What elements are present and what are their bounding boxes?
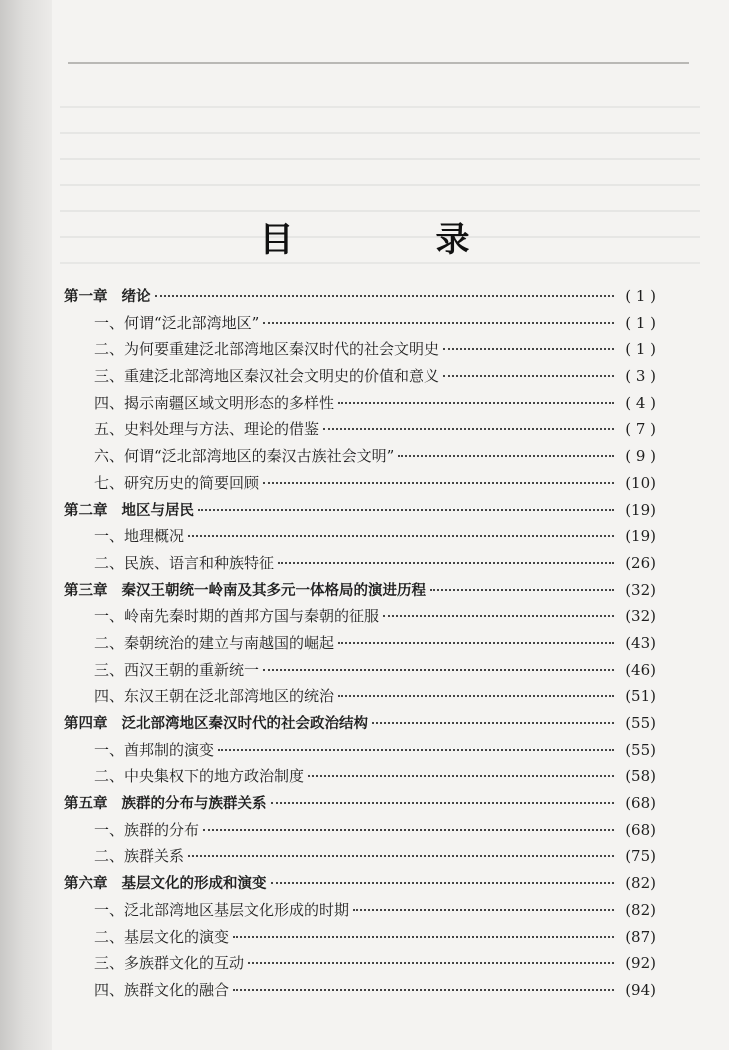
chapter-number: 第四章	[64, 716, 108, 732]
chapter-number: 第三章	[64, 582, 108, 599]
page-number: (51)	[625, 687, 656, 706]
page-number: (55)	[625, 740, 656, 759]
dot-leader	[383, 614, 614, 617]
toc-section-row	[64, 310, 656, 337]
chapter-title: 地区与居民	[121, 502, 194, 519]
dot-leader	[338, 401, 614, 404]
toc-chapter-row	[64, 870, 656, 897]
dot-leader	[443, 374, 614, 377]
page-number: (82)	[625, 874, 656, 893]
dot-leader	[155, 294, 615, 297]
page-number: ( 1 )	[625, 340, 656, 359]
dot-leader	[338, 641, 614, 644]
page-number: (32)	[625, 580, 656, 599]
toc-section-row	[64, 817, 656, 844]
section-title: 四、族群文化的融合	[94, 980, 230, 999]
toc-section-row	[64, 363, 656, 390]
section-title: 二、基层文化的演变	[94, 927, 230, 946]
dot-leader	[278, 561, 614, 564]
toc-section-row	[64, 737, 656, 764]
page-number: ( 3 )	[625, 367, 656, 386]
dot-leader	[398, 454, 614, 457]
page-number: (82)	[625, 900, 656, 919]
section-title: 二、族群关系	[94, 847, 185, 866]
dot-leader	[263, 321, 614, 324]
toc-section-row	[64, 683, 656, 710]
dot-leader	[233, 935, 614, 938]
page-number: ( 1 )	[625, 313, 656, 332]
dot-leader	[338, 694, 614, 697]
page-number: (19)	[625, 527, 656, 546]
dot-leader	[198, 508, 614, 511]
toc-chapter-row	[64, 577, 656, 604]
dot-leader	[233, 988, 614, 991]
page-number: (19)	[625, 500, 656, 519]
section-title: 二、为何要重建泛北部湾地区秦汉时代的社会文明史	[94, 340, 440, 359]
bleed-through	[60, 82, 700, 302]
toc-section-row	[64, 550, 656, 577]
page-number: (68)	[625, 794, 656, 813]
toc-section-row	[64, 977, 656, 1004]
dot-leader	[218, 748, 614, 751]
dot-leader	[263, 481, 614, 484]
page-number: (94)	[625, 980, 656, 999]
toc-section-row	[64, 924, 656, 951]
chapter-number: 第一章	[64, 289, 108, 305]
section-title: 三、重建泛北部湾地区秦汉社会文明史的价值和意义	[94, 367, 440, 386]
toc-section-row	[64, 843, 656, 870]
section-title: 七、研究历史的简要回顾	[94, 473, 260, 492]
dot-leader	[188, 534, 614, 537]
dot-leader	[323, 427, 614, 430]
dot-leader	[271, 881, 615, 884]
book-spine-shadow	[0, 0, 52, 1050]
chapter-number: 第二章	[64, 502, 108, 519]
page-number: (92)	[625, 954, 656, 973]
toc-section-row	[64, 950, 656, 977]
page-number: ( 7 )	[625, 420, 656, 439]
toc-section-row	[64, 763, 656, 790]
page-number: (43)	[625, 633, 656, 652]
dot-leader	[263, 668, 614, 671]
toc-chapter-row	[64, 283, 656, 310]
section-title: 四、东汉王朝在泛北部湾地区的统治	[94, 687, 335, 706]
section-title: 一、族群的分布	[94, 820, 200, 839]
dot-leader	[248, 961, 614, 964]
page-number: (75)	[625, 847, 656, 866]
section-title: 二、秦朝统治的建立与南越国的崛起	[94, 633, 335, 652]
dot-leader	[430, 588, 614, 591]
section-title: 三、多族群文化的互动	[94, 954, 245, 973]
toc-section-row	[64, 390, 656, 417]
section-title: 一、何谓“泛北部湾地区”	[94, 313, 260, 332]
section-title: 四、揭示南疆区域文明形态的多样性	[94, 393, 335, 412]
toc-chapter-row	[64, 497, 656, 524]
page-number: ( 4 )	[625, 393, 656, 412]
page-number: (46)	[625, 660, 656, 679]
chapter-title: 秦汉王朝统一岭南及其多元一体格局的演进历程	[121, 582, 426, 599]
section-title: 一、地理概况	[94, 527, 185, 546]
toc-section-row	[64, 603, 656, 630]
dot-leader	[372, 721, 614, 724]
dot-leader	[443, 347, 614, 350]
toc-section-row	[64, 897, 656, 924]
section-title: 五、史料处理与方法、理论的借鉴	[94, 420, 320, 439]
toc-section-row	[64, 523, 656, 550]
header-rule	[68, 62, 689, 64]
dot-leader	[353, 908, 614, 911]
section-title: 一、泛北部湾地区基层文化形成的时期	[94, 900, 350, 919]
section-title: 六、何谓“泛北部湾地区的秦汉古族社会文明”	[94, 447, 395, 466]
page-number: ( 9 )	[625, 447, 656, 466]
section-title: 二、民族、语言和种族特征	[94, 553, 275, 572]
chapter-title: 泛北部湾地区秦汉时代的社会政治结构	[121, 716, 368, 732]
page-title: 目 录	[259, 220, 524, 260]
dot-leader	[203, 828, 614, 831]
table-of-contents	[64, 283, 656, 1004]
page-number: (55)	[625, 714, 656, 732]
chapter-title: 绪论	[121, 289, 151, 305]
chapter-title: 族群的分布与族群关系	[121, 796, 267, 813]
chapter-number: 第六章	[64, 876, 108, 893]
chapter-number: 第五章	[64, 796, 108, 813]
page-number: (10)	[625, 473, 656, 492]
section-title: 三、西汉王朝的重新统一	[94, 660, 260, 679]
chapter-title: 基层文化的形成和演变	[121, 876, 267, 893]
page-number: (26)	[625, 553, 656, 572]
dot-leader	[271, 801, 615, 804]
page-number: (68)	[625, 820, 656, 839]
toc-section-row	[64, 470, 656, 497]
toc-section-row	[64, 630, 656, 657]
toc-section-row	[64, 443, 656, 470]
toc-section-row	[64, 416, 656, 443]
toc-chapter-row	[64, 710, 656, 737]
toc-section-row	[64, 657, 656, 684]
dot-leader	[308, 774, 614, 777]
dot-leader	[188, 854, 614, 857]
toc-section-row	[64, 336, 656, 363]
page-number: ( 1 )	[625, 287, 656, 305]
page-number: (32)	[625, 607, 656, 626]
section-title: 一、酋邦制的演变	[94, 740, 215, 759]
page-number: (87)	[625, 927, 656, 946]
section-title: 二、中央集权下的地方政治制度	[94, 767, 305, 786]
page-number: (58)	[625, 767, 656, 786]
section-title: 一、岭南先秦时期的酋邦方国与秦朝的征服	[94, 607, 380, 626]
toc-chapter-row	[64, 790, 656, 817]
